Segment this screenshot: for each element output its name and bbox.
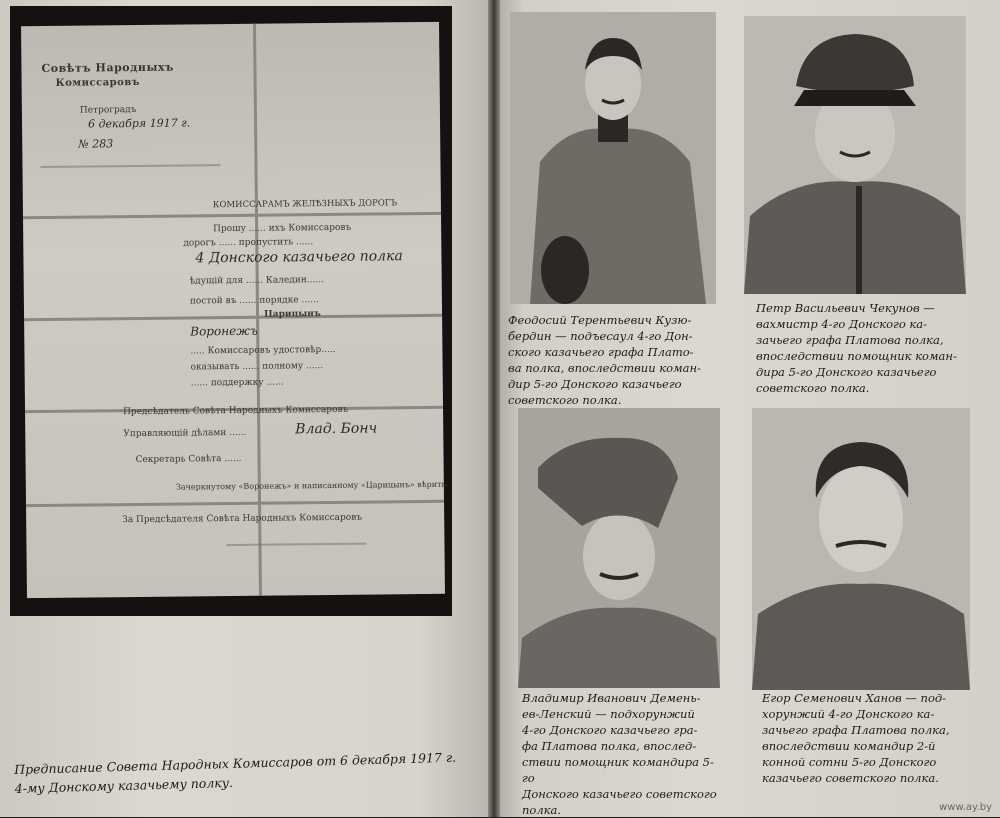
watermark: www.ay.by [939, 802, 992, 813]
document-footer: За Предсѣдателя Совѣта Народныхъ Комиссаровъ [122, 512, 363, 526]
document-heading: Совѣтъ Народныхъ [41, 60, 175, 75]
portrait-image [518, 408, 720, 688]
portrait-dementyev-lensky [518, 408, 720, 688]
portrait-image [744, 16, 966, 294]
portrait-caption: Владимир Иванович Демень- ев-Ленский — подхорунжий 4-го Донского казачьего гра- фа Платова полка, впослед- ствии помощник командира 5-го Донского казачьего советского полка. [522, 691, 717, 817]
right-page [494, 0, 1000, 817]
fold-line [26, 500, 444, 507]
document-city-handwritten: Воронежъ [190, 323, 258, 339]
document-city-corrected: Царицынъ [263, 309, 321, 320]
document-city: Петроградъ [79, 105, 137, 116]
book-gutter [488, 0, 500, 817]
document-number: № 283 [78, 137, 114, 151]
fold-line [253, 24, 262, 596]
portrait-caption: Петр Васильевич Чекунов — вахмистр 4-го Донского ка- зачьего графа Платова полка, впоследствии помощник коман- дира 5-го Донского казачьего советского полка. [756, 301, 957, 395]
document-signature: Влад. Бонч [295, 420, 378, 438]
document-body-line: дорогъ ...... пропустить ...... [183, 237, 314, 249]
document-heading-sub: Комиссаровъ [55, 76, 140, 89]
ink-smudge [40, 164, 220, 168]
document-manager: Управляющій дѣлами ...... [123, 427, 247, 440]
portrait-caption: Егор Семенович Ханов — под- хорунжий 4-го Донского ка- зачьего графа Платова полка, впоследствии командир 2-й конной сотни 5-го Донского казачьего советского полка. [762, 691, 950, 785]
portrait-kuzyuberdin [510, 12, 716, 304]
document-body-line: ...... поддержку ...... [190, 377, 284, 389]
document-body-line: ..... Комиссаровъ удостовѣр..... [190, 344, 336, 357]
portrait-chekunov [744, 16, 966, 294]
document-photo [10, 6, 452, 616]
document-body-line: постой въ ...... порядке ...... [189, 295, 319, 307]
ink-smudge [226, 543, 366, 546]
document-body-line: ѣдущій для ...... Каледин...... [189, 275, 325, 287]
portrait-image [752, 408, 970, 690]
document-unit-handwritten: 4 Донского казачьего полка [195, 248, 403, 267]
fold-line [24, 314, 442, 321]
document-sheet [21, 22, 449, 598]
portrait-caption: Феодосий Терентьевич Кузю- бердин — подъесаул 4-го Дон- ского казачьего графа Плато- ва полка, впоследствии коман- дир 5-го Донского казачьего советского полка. [508, 313, 701, 407]
document-secretary: Секретарь Совѣта ...... [135, 453, 242, 466]
portrait-image [510, 12, 716, 304]
document-body-line: оказывать ...... полному ...... [190, 361, 324, 373]
document-note: Зачеркнутому «Воронежъ» и написанному «Царицынъ» вѣрить. [175, 479, 449, 492]
document-caption: Предписание Совета Народных Комиссаров от 6 декабря 1917 г. 4-му Донскому казачьему полку. [14, 749, 457, 796]
fold-line [23, 212, 441, 219]
document-body-line: Прошу ...... ихъ Комиссаровъ [213, 222, 352, 235]
left-page [0, 0, 492, 817]
document-addressee: КОМИССАРАМЪ ЖЕЛѢЗНЫХЪ ДОРОГЪ [212, 198, 398, 211]
document-chairman: Предсѣдатель Совѣта Народныхъ Комиссаровъ [123, 404, 349, 418]
document-date: 6 декабря 1917 г. [87, 116, 191, 131]
portrait-khanov [752, 408, 970, 690]
